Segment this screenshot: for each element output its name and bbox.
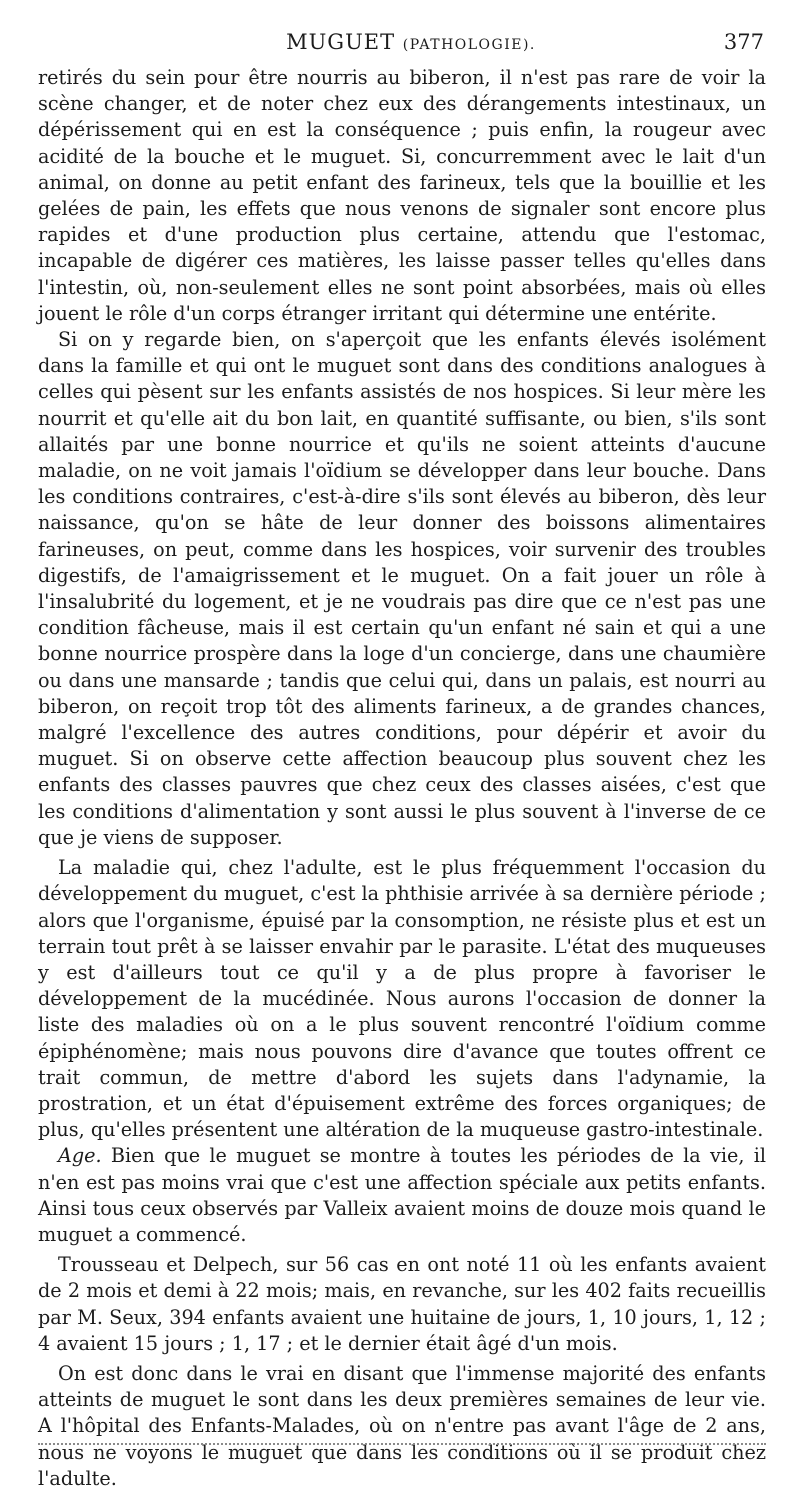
section-lead-age: Age. (58, 1144, 102, 1168)
running-title (58, 30, 764, 54)
paragraph: La maladie qui, chez l'adulte, est le plus fréquemment l'occasion du développement du muguet, c'est la phthisie arrivée à sa dernière période ; alors que l'organisme, épuisé par la consomption, ne résiste plus et est un terrain tout prêt à se laisser envahir par le parasite. L'état des muqueuses y est d'ailleurs tout ce qu'il y a de plus propre à favoriser le développement de la mucédinée. Nous aurons l'occasion de donner la liste des maladies où on a le plus souvent rencontré l'oïdium comme épiphénomène; mais nous pouvons dire d'avance que toutes offrent ce trait commun, de mettre d'abord les sujets dans l'adynamie, la prostration, et un état d'épuisement extrême des forces organiques; de plus, qu'elles présentent une altération de la muqueuse gastro-intestinale. (38, 856, 766, 1142)
running-title-sub: (PATHOLOGIE). (402, 37, 536, 53)
body-text (38, 65, 766, 1492)
paragraph: On est donc dans le vrai en disant que l'immense majorité des enfants atteints de muguet le sont dans les deux premières semaines de leur vie. A l'hôpital des Enfants-Malades, où on n'entre pas avant l'âge de 2 ans, nous ne voyons le muguet que dans les conditions où il se produit chez l'adulte. (38, 1361, 766, 1490)
running-title-main: MUGUET (286, 30, 396, 54)
paragraph-age (38, 1143, 766, 1248)
running-head (58, 30, 764, 58)
paragraph: Trousseau et Delpech, sur 56 cas en ont noté 11 où les enfants avaient de 2 mois et demi à 22 mois; mais, en revanche, sur les 402 faits recueillis par M. Seux, 394 enfants avaient une huitaine de jours, 1, 10 jours, 1, 12 ; 4 avaient 15 jours ; 1, 17 ; et le dernier était âgé d'un mois. (38, 1253, 766, 1355)
paragraph-continued: retirés du sein pour être nourris au biberon, il n'est pas rare de voir la scène changer, et de noter chez eux des dérangements intestinaux, un dépérissement qui en est la conséquence ; puis enfin, la rougeur avec acidité de la bouche et le muguet. Si, concurremment avec le lait d'un animal, on donne au petit enfant des farineux, tels que la bouillie et les gelées de pain, les effets que nous venons de signaler sont encore plus rapides et d'une production plus certaine, attendu que l'estomac, incapable de digérer ces matières, les laisse passer telles qu'elles dans l'intestin, où, non-seulement elles ne sont point absorbées, mais où elles jouent le rôle d'un corps étranger irritant qui détermine une entérite. (38, 66, 766, 325)
paragraph: Si on y regarde bien, on s'aperçoit que les enfants élevés isolément dans la famille et qui ont le muguet sont dans des conditions analogues à celles qui pèsent sur les enfants assistés de nos hospices. Si leur mère les nourrit et qu'elle ait du bon lait, en quantité suffisante, ou bien, s'ils sont allaités par une bonne nourrice et qu'ils ne soient atteints d'aucune maladie, on ne voit jamais l'oïdium se développer dans leur bouche. Dans les conditions contraires, c'est-à-dire s'ils sont élevés au biberon, dès leur naissance, qu'on se hâte de leur donner des boissons alimentaires farineuses, on peut, comme dans les hospices, voir survenir des troubles digestifs, de l'amaigrissement et le muguet. On a fait jouer un rôle à l'insalubrité du logement, et je ne voudrais pas dire que ce n'est pas une condition fâcheuse, mais il est certain qu'un enfant né sain et qui a une bonne nourrice prospère dans la loge d'un concierge, dans une chaumière ou dans une mansarde ; tandis que celui qui, dans un palais, est nourri au biberon, on reçoit trop tôt des aliments farineux, a de grandes chances, malgré l'excellence des autres conditions, pour dépérir et avoir du muguet. Si on observe cette affection beaucoup plus souvent chez les enfants des classes pauvres que chez ceux des classes aisées, c'est que les conditions d'alimentation y sont aussi le plus souvent à l'inverse de ce que je viens de supposer. (38, 328, 766, 849)
footer-dotted-rule (38, 1443, 766, 1447)
page-number: 377 (723, 30, 764, 54)
paragraph-age-text: Bien que le muguet se montre à toutes les périodes de la vie, il n'en est pas moins vrai que c'est une affection spéciale aux petits enfants. Ainsi tous ceux observés par Valleix avaient moins de douze mois quand le muguet a commencé. (38, 1144, 766, 1246)
